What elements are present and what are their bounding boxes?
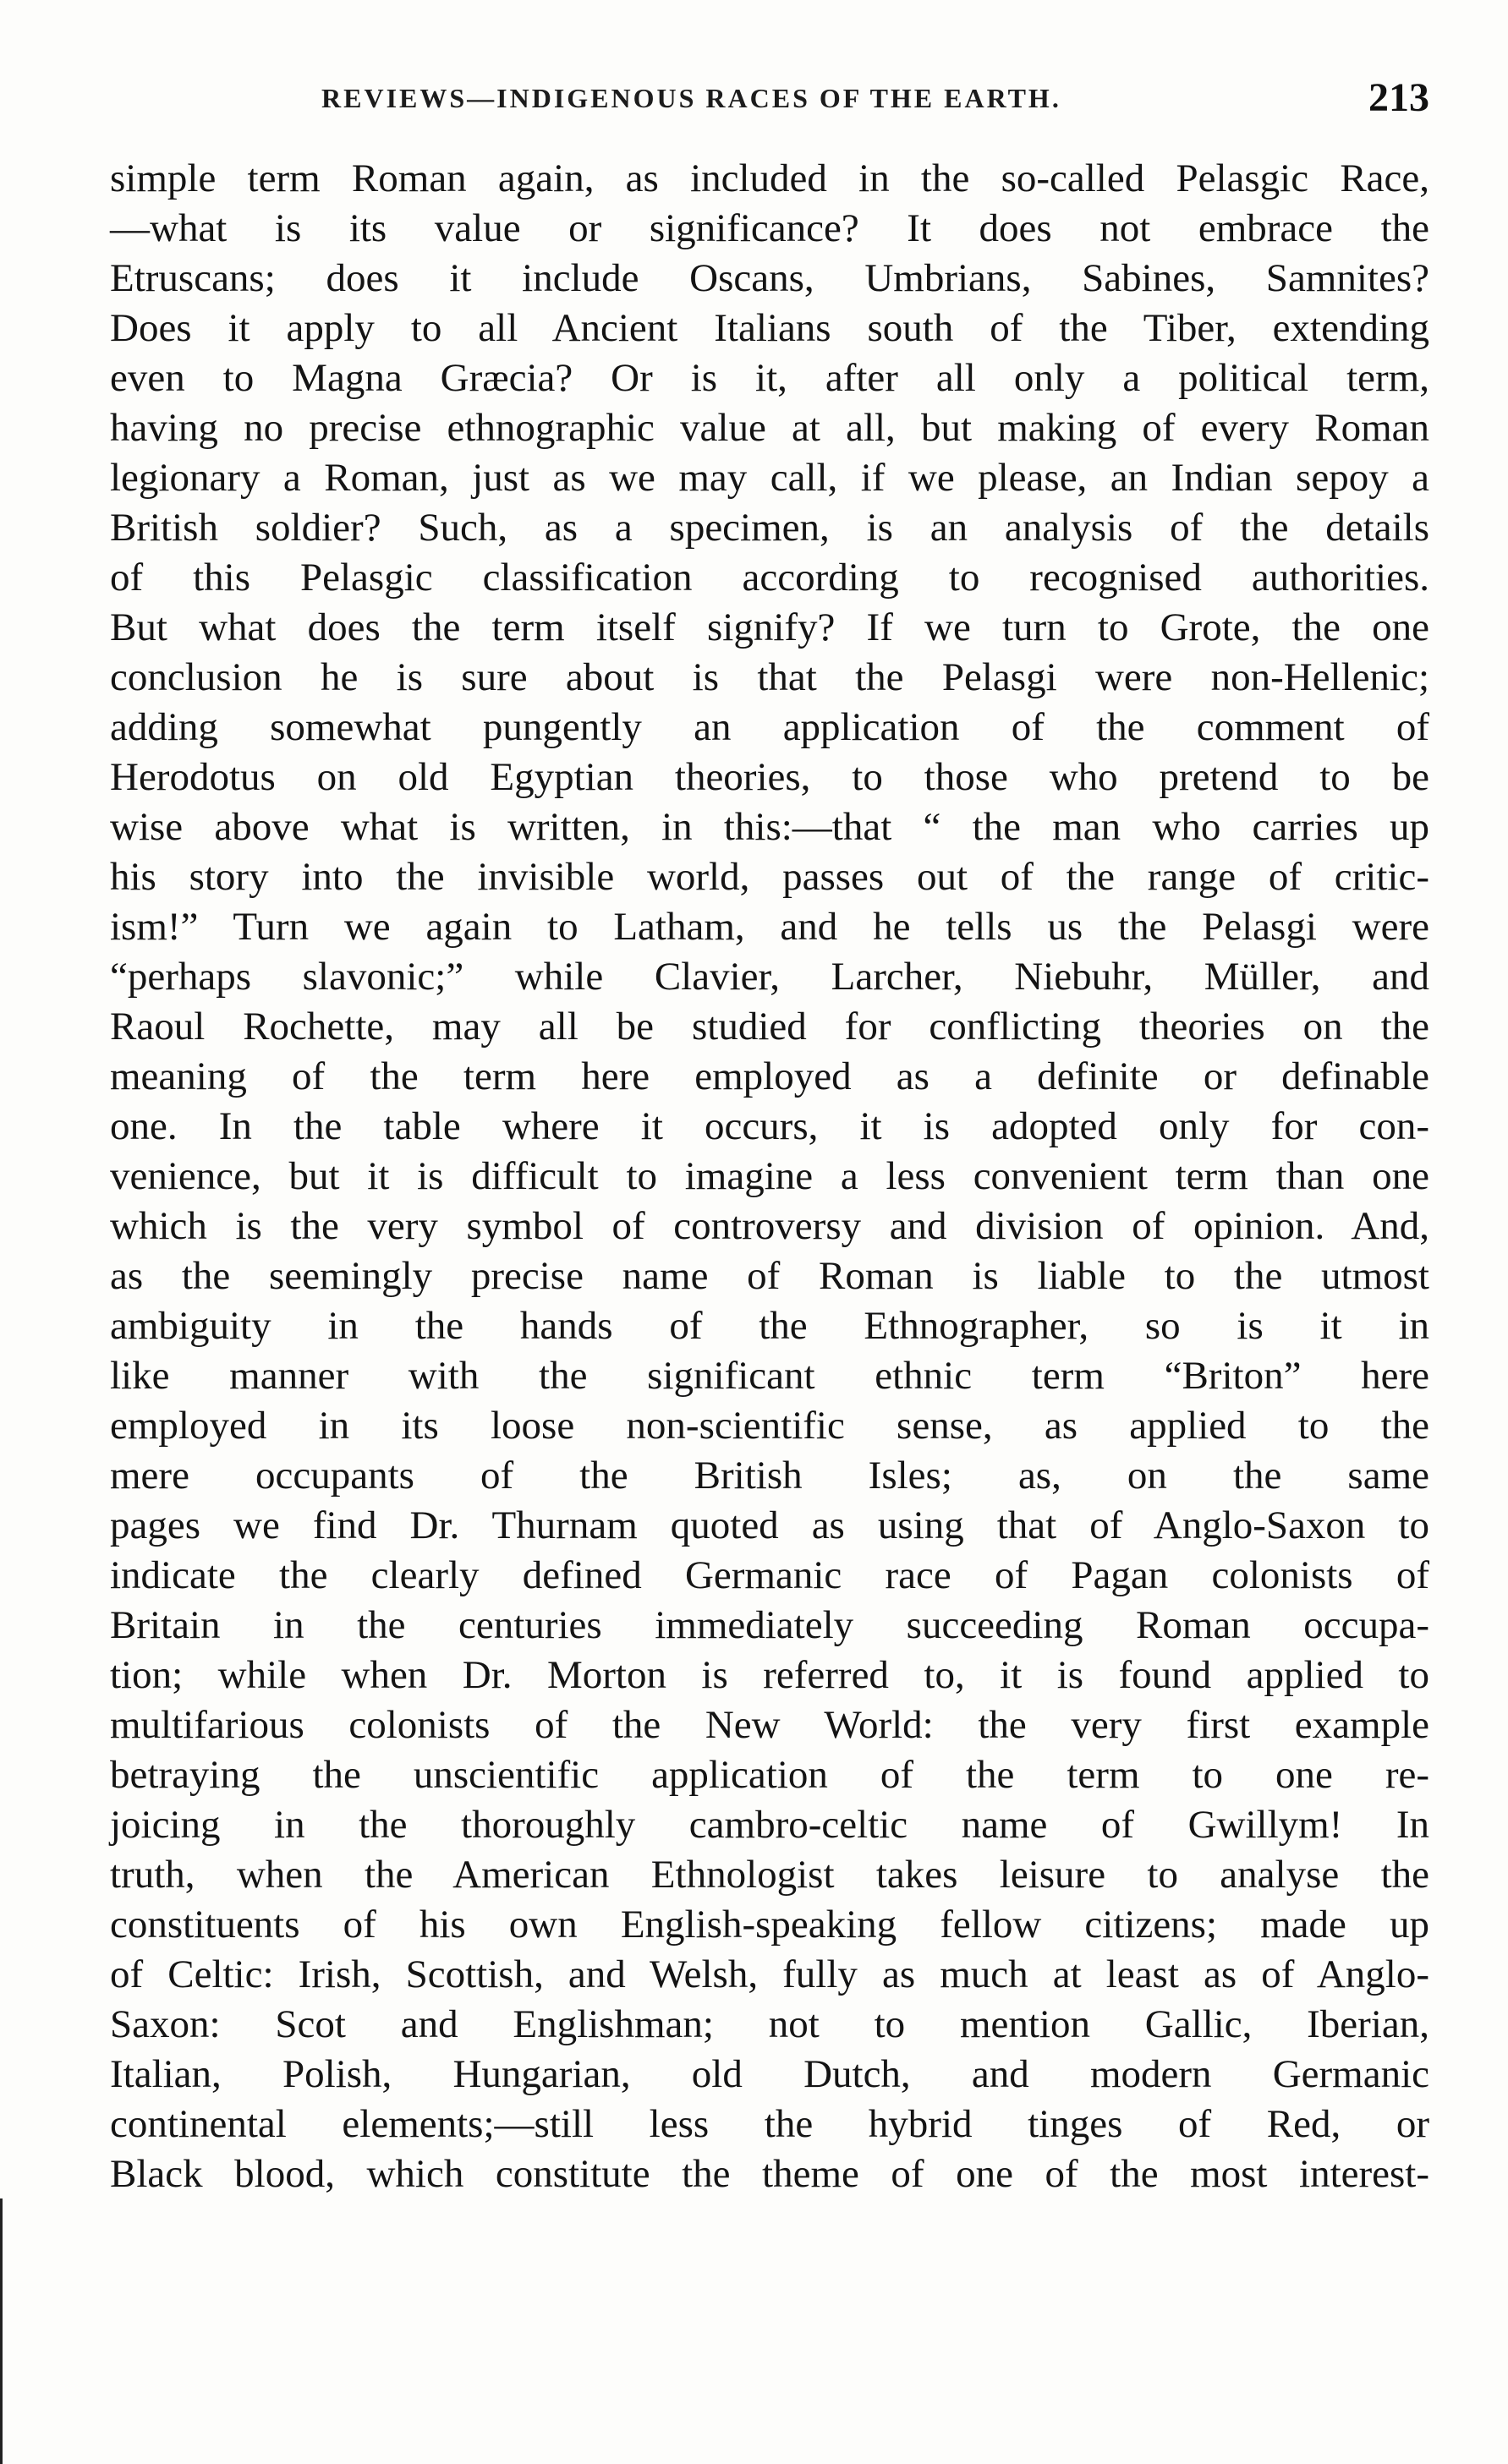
- text-line: simple term Roman again, as included in the so-called Pelasgic Race,: [110, 156, 1429, 200]
- text-line: Raoul Rochette, may all be studied for conflicting theories on the: [110, 1005, 1429, 1049]
- text-line: meaning of the term here employed as a definite or definable: [110, 1054, 1429, 1098]
- text-line: British soldier? Such, as a specimen, is an analysis of the details: [110, 506, 1429, 550]
- text-line: of this Pelasgic classification according to recognised authorities.: [110, 556, 1429, 600]
- text-line: of Celtic: Irish, Scottish, and Welsh, fully as much at least as of Anglo-: [110, 1952, 1429, 1996]
- text-line: multifarious colonists of the New World: the very first example: [110, 1703, 1429, 1747]
- text-line: conclusion he is sure about is that the Pelasgi were non-Hellenic;: [110, 655, 1429, 699]
- text-line: Black blood, which constitute the theme of one of the most interest-: [110, 2152, 1429, 2196]
- text-line: constituents of his own English-speaking fellow citizens; made up: [110, 1903, 1429, 1947]
- text-line: “perhaps slavonic;” while Clavier, Larcher, Niebuhr, Müller, and: [110, 955, 1429, 999]
- text-line: Herodotus on old Egyptian theories, to those who pretend to be: [110, 755, 1429, 799]
- left-margin-rule: [0, 2198, 3, 2464]
- text-line: wise above what is written, in this:—that “ the man who carries up: [110, 805, 1429, 849]
- text-line: ambiguity in the hands of the Ethnographer, so is it in: [110, 1304, 1429, 1348]
- text-line: having no precise ethnographic value at all, but making of every Roman: [110, 406, 1429, 450]
- text-line: continental elements;—still less the hybrid tinges of Red, or: [110, 2102, 1429, 2146]
- text-line: which is the very symbol of controversy and division of opinion. And,: [110, 1204, 1429, 1248]
- page-number: 213: [1368, 75, 1429, 120]
- text-line: Saxon: Scot and Englishman; not to mention Gallic, Iberian,: [110, 2002, 1429, 2046]
- body-text: [110, 154, 1429, 2199]
- text-line: one. In the table where it occurs, it is adopted only for con-: [110, 1104, 1429, 1148]
- text-line: —what is its value or significance? It does not embrace the: [110, 206, 1429, 250]
- page-header: [110, 74, 1429, 134]
- text-line: indicate the clearly defined Germanic race of Pagan colonists of: [110, 1553, 1429, 1597]
- text-line: ism!” Turn we again to Latham, and he tells us the Pelasgi were: [110, 905, 1429, 949]
- text-line: his story into the invisible world, passes out of the range of critic-: [110, 855, 1429, 899]
- text-line: But what does the term itself signify? If we turn to Grote, the one: [110, 605, 1429, 649]
- text-line: adding somewhat pungently an application of the comment of: [110, 705, 1429, 749]
- text-line: employed in its loose non-scientific sense, as applied to the: [110, 1404, 1429, 1448]
- text-line: Does it apply to all Ancient Italians south of the Tiber, extending: [110, 306, 1429, 350]
- text-line: betraying the unscientific application of the term to one re-: [110, 1753, 1429, 1797]
- text-line: truth, when the American Ethnologist takes leisure to analyse the: [110, 1853, 1429, 1897]
- text-line: as the seemingly precise name of Roman is liable to the utmost: [110, 1254, 1429, 1298]
- text-line: Italian, Polish, Hungarian, old Dutch, and modern Germanic: [110, 2052, 1429, 2096]
- text-line: like manner with the significant ethnic term “Briton” here: [110, 1354, 1429, 1398]
- text-line: joicing in the thoroughly cambro-celtic name of Gwillym! In: [110, 1803, 1429, 1847]
- text-line: Etruscans; does it include Oscans, Umbrians, Sabines, Samnites?: [110, 256, 1429, 300]
- text-line: even to Magna Græcia? Or is it, after all only a political term,: [110, 356, 1429, 400]
- text-line: Britain in the centuries immediately succeeding Roman occupa-: [110, 1603, 1429, 1647]
- running-title: REVIEWS—INDIGENOUS RACES OF THE EARTH.: [321, 83, 1061, 113]
- text-line: venience, but it is difficult to imagine a less convenient term than one: [110, 1154, 1429, 1198]
- text-line: tion; while when Dr. Morton is referred to, it is found applied to: [110, 1653, 1429, 1697]
- text-line: legionary a Roman, just as we may call, if we please, an Indian sepoy a: [110, 456, 1429, 500]
- text-line: mere occupants of the British Isles; as, on the same: [110, 1454, 1429, 1498]
- text-line: pages we find Dr. Thurnam quoted as using that of Anglo-Saxon to: [110, 1503, 1429, 1547]
